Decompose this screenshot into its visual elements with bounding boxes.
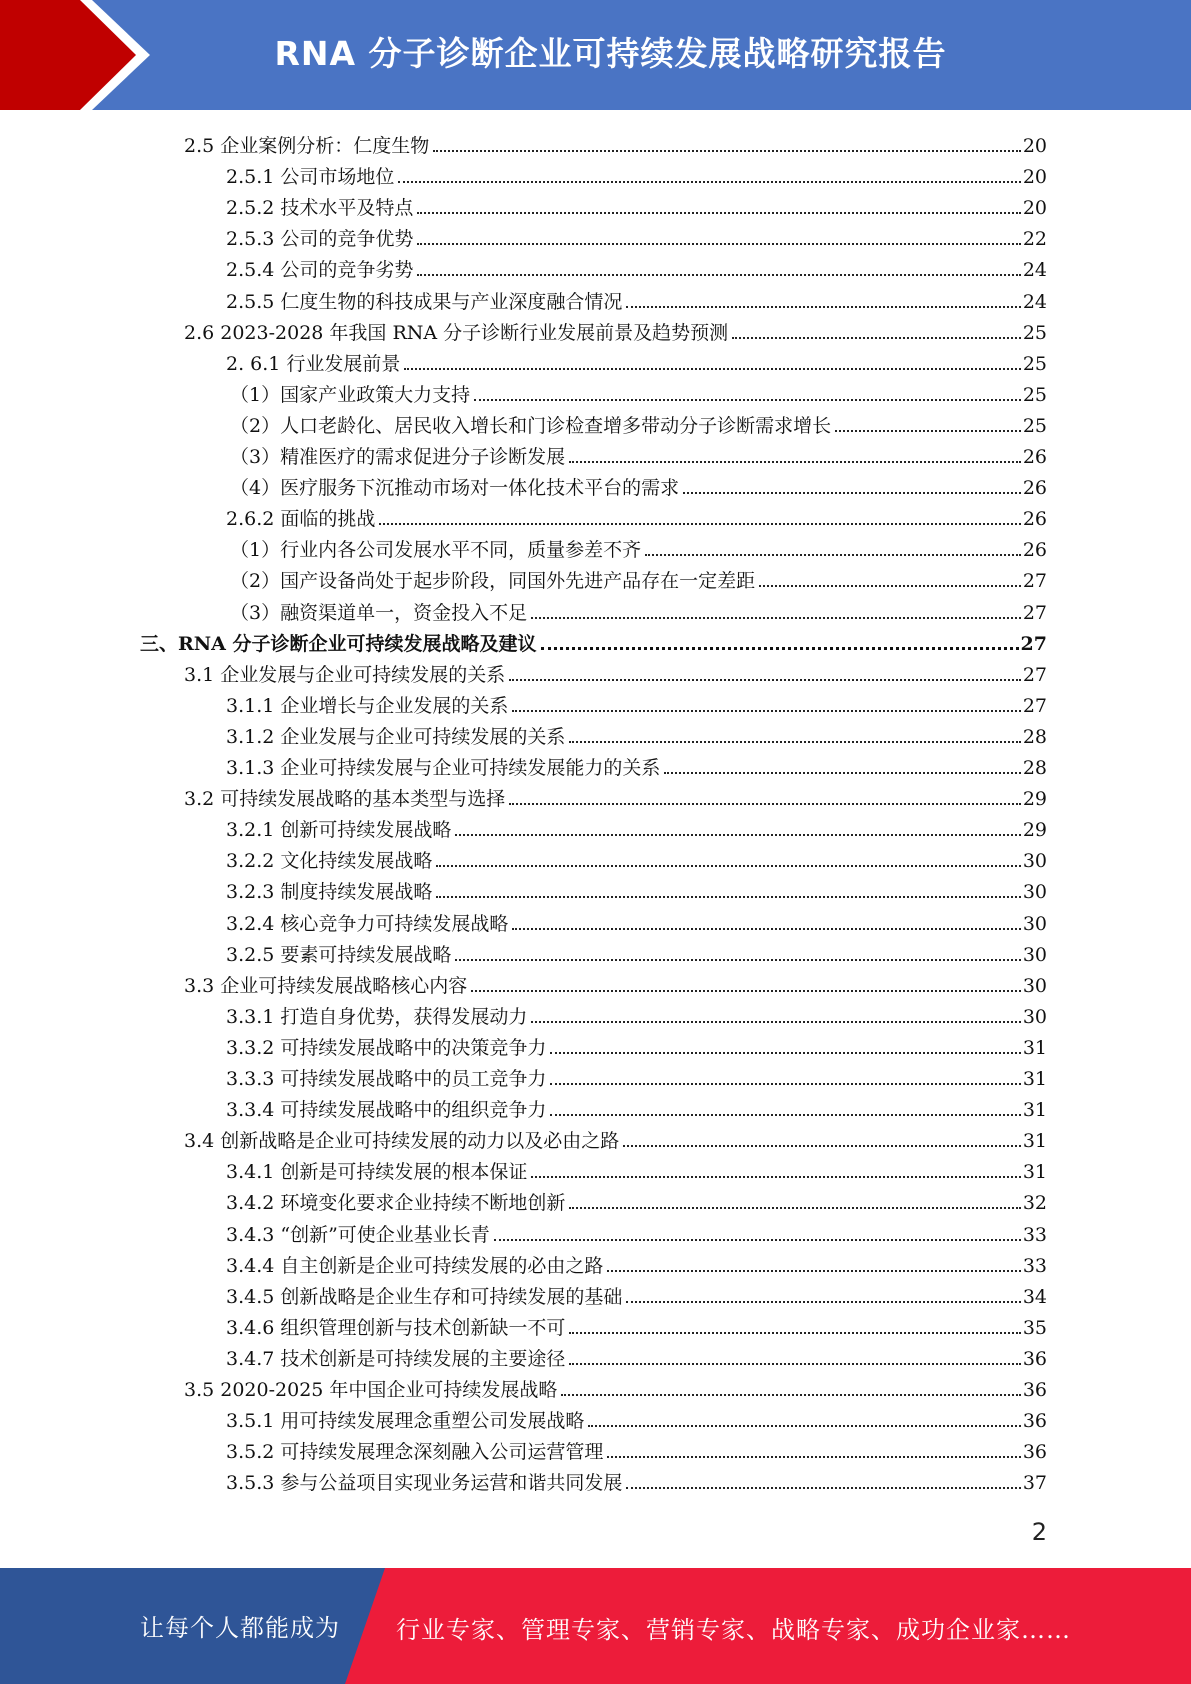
page-footer	[0, 1568, 1191, 1684]
toc-entry-page: 29	[1022, 819, 1047, 842]
toc-entry[interactable]	[226, 998, 1047, 1029]
toc-leader-dots	[607, 1456, 1020, 1458]
toc-entry-page: 27	[1020, 632, 1047, 655]
toc-entry-page: 30	[1022, 943, 1047, 966]
toc-leader-dots	[569, 461, 1021, 463]
toc-entry-title: 3.2.5 要素可持续发展战略	[226, 943, 452, 966]
toc-entry[interactable]	[226, 1029, 1047, 1060]
toc-entry[interactable]	[184, 780, 1047, 811]
toc-entry[interactable]	[226, 1278, 1047, 1309]
toc-entry[interactable]	[184, 1371, 1047, 1402]
toc-entry[interactable]	[226, 1247, 1047, 1278]
toc-entry-page: 27	[1022, 663, 1047, 686]
toc-entry[interactable]	[226, 749, 1047, 780]
toc-entry[interactable]	[184, 314, 1047, 345]
footer-slogan-right: 行业专家、管理专家、营销专家、战略专家、成功企业家……	[396, 1616, 1071, 1644]
footer-slogan-left: 让每个人都能成为	[140, 1614, 340, 1642]
toc-entry[interactable]	[226, 905, 1047, 936]
toc-entry[interactable]	[226, 345, 1047, 376]
toc-entry-title: 3.3.2 可持续发展战略中的决策竞争力	[226, 1036, 547, 1059]
toc-entry-title: 2.5.5 仁度生物的科技成果与产业深度融合情况	[226, 290, 623, 313]
toc-entry[interactable]	[226, 811, 1047, 842]
toc-leader-dots	[645, 554, 1021, 556]
toc-entry-title: 3.4 创新战略是企业可持续发展的动力以及必由之路	[184, 1130, 620, 1153]
toc-entry-title: 2.5.2 技术水平及特点	[226, 197, 414, 220]
toc-entry-page: 33	[1022, 1223, 1047, 1246]
toc-entry[interactable]	[226, 842, 1047, 873]
toc-entry-title: （3）精准医疗的需求促进分子诊断发展	[230, 446, 566, 468]
toc-leader-dots	[664, 772, 1020, 774]
toc-entry-page: 20	[1022, 197, 1047, 220]
toc-entry-page: 25	[1022, 383, 1047, 406]
toc-entry-title: 3.4.5 创新战略是企业生存和可持续发展的基础	[226, 1285, 623, 1308]
toc-leader-dots	[607, 1270, 1020, 1272]
toc-leader-dots	[417, 212, 1020, 214]
toc-entry-title: 3.2.2 文化持续发展战略	[226, 850, 433, 873]
toc-entry[interactable]	[226, 283, 1047, 314]
toc-leader-dots	[433, 150, 1021, 152]
toc-entry-title: 2.6 2023-2028 年我国 RNA 分子诊断行业发展前景及趋势预测	[184, 321, 729, 344]
toc-leader-dots	[626, 1301, 1020, 1303]
toc-entry-title: 3.4.3 “创新”可使企业基业长青	[226, 1223, 490, 1246]
toc-entry[interactable]	[226, 220, 1047, 251]
toc-entry-page: 26	[1022, 539, 1047, 562]
toc-entry[interactable]	[226, 1402, 1047, 1433]
toc-entry[interactable]	[226, 500, 1047, 531]
toc-leader-dots	[512, 710, 1020, 712]
toc-entry-title: 3.4.2 环境变化要求企业持续不断地创新	[226, 1192, 566, 1215]
toc-leader-dots	[455, 959, 1020, 961]
toc-leader-dots	[471, 990, 1021, 992]
toc-entry-title: （2）人口老龄化、居民收入增长和门诊检查增多带动分子诊断需求增长	[230, 414, 832, 437]
toc-entry-page: 33	[1022, 1254, 1047, 1277]
toc-entry[interactable]	[230, 438, 1047, 469]
toc-entry[interactable]	[226, 1060, 1047, 1091]
toc-entry-page: 25	[1022, 321, 1047, 344]
toc-entry-title: 3.3.4 可持续发展战略中的组织竞争力	[226, 1099, 547, 1122]
toc-entry-page: 30	[1022, 850, 1047, 873]
toc-leader-dots	[398, 181, 1020, 183]
toc-entry-page: 36	[1022, 1347, 1047, 1370]
toc-leader-dots	[569, 1207, 1020, 1209]
toc-leader-dots	[588, 1425, 1020, 1427]
toc-entry-page: 34	[1022, 1285, 1047, 1308]
toc-entry-title: 3.5.2 可持续发展理念深刻融入公司运营管理	[226, 1441, 604, 1464]
toc-entry-title: 2.5.1 公司市场地位	[226, 166, 395, 189]
toc-leader-dots	[436, 896, 1020, 898]
toc-entry-title: 3.1 企业发展与企业可持续发展的关系	[184, 663, 506, 686]
toc-leader-dots	[379, 523, 1020, 525]
toc-entry[interactable]	[226, 1184, 1047, 1215]
toc-entry-title: 3.3.1 打造自身优势，获得发展动力	[226, 1005, 528, 1028]
toc-entry[interactable]	[230, 469, 1047, 500]
toc-entry-title: 3.2 可持续发展战略的基本类型与选择	[184, 788, 506, 811]
toc-entry-page: 30	[1022, 912, 1047, 935]
toc-entry-title: 3.4.4 自主创新是企业可持续发展的必由之路	[226, 1254, 604, 1277]
toc-leader-dots	[550, 1052, 1020, 1054]
toc-entry-title: （2）国产设备尚处于起步阶段，同国外先进产品存在一定差距	[230, 570, 756, 593]
toc-entry-title: 3.5.1 用可持续发展理念重塑公司发展战略	[226, 1410, 585, 1433]
toc-leader-dots	[569, 1332, 1020, 1334]
toc-entry-page: 31	[1022, 1161, 1047, 1184]
toc-entry-page: 37	[1022, 1472, 1047, 1495]
toc-leader-dots	[561, 1394, 1020, 1396]
toc-leader-dots	[455, 834, 1020, 836]
toc-chapter-entry[interactable]	[140, 625, 1047, 656]
toc-entry[interactable]	[230, 531, 1047, 562]
toc-entry-title: 2.5.4 公司的竞争劣势	[226, 259, 414, 282]
toc-entry[interactable]	[226, 873, 1047, 904]
toc-entry[interactable]	[226, 1216, 1047, 1247]
toc-entry-title: 3.2.3 制度持续发展战略	[226, 881, 433, 904]
toc-entry-page: 30	[1022, 974, 1047, 997]
toc-entry-page: 30	[1022, 1005, 1047, 1028]
toc-entry[interactable]	[226, 1433, 1047, 1464]
toc-entry-page: 31	[1022, 1099, 1047, 1122]
page-number: 2	[1031, 1518, 1047, 1546]
toc-entry-page: 30	[1022, 881, 1047, 904]
toc-leader-dots	[550, 1083, 1020, 1085]
toc-leader-dots	[531, 617, 1021, 619]
toc-leader-dots	[550, 1114, 1020, 1116]
toc-entry-page: 35	[1022, 1316, 1047, 1339]
toc-entry[interactable]	[226, 251, 1047, 282]
toc-entry-title: （4）医疗服务下沉推动市场对一体化技术平台的需求	[230, 477, 680, 500]
toc-leader-dots	[494, 1239, 1021, 1241]
toc-leader-dots	[623, 1145, 1021, 1147]
toc-entry-page: 36	[1022, 1441, 1047, 1464]
toc-entry-page: 22	[1022, 228, 1047, 251]
toc-entry-title: 3.4.6 组织管理创新与技术创新缺一不可	[226, 1316, 566, 1339]
toc-entry-title: 2. 6.1 行业发展前景	[226, 352, 401, 375]
toc-entry-title: 3.1.1 企业增长与企业发展的关系	[226, 694, 509, 717]
toc-entry-page: 26	[1022, 446, 1047, 468]
toc-leader-dots	[417, 274, 1020, 276]
toc-leader-dots	[531, 1176, 1020, 1178]
toc-entry-page: 20	[1022, 166, 1047, 189]
toc-entry-title: 3.5 2020-2025 年中国企业可持续发展战略	[184, 1379, 558, 1401]
toc-entry-page: 32	[1022, 1192, 1047, 1215]
toc-entry-title: 3.1.2 企业发展与企业可持续发展的关系	[226, 725, 566, 748]
report-title: RNA 分子诊断企业可持续发展战略研究报告	[274, 34, 947, 73]
toc-entry[interactable]	[226, 158, 1047, 189]
toc-entry-title: （1）国家产业政策大力支持	[230, 383, 471, 406]
toc-entry[interactable]	[230, 407, 1047, 438]
toc-entry[interactable]	[184, 127, 1047, 158]
toc-entry-page: 24	[1022, 259, 1047, 282]
toc-leader-dots	[569, 1363, 1020, 1365]
toc-entry[interactable]	[226, 1309, 1047, 1340]
toc-entry[interactable]	[184, 656, 1047, 687]
toc-leader-dots	[474, 399, 1021, 401]
toc-entry[interactable]	[226, 718, 1047, 749]
toc-leader-dots	[626, 306, 1020, 308]
toc-entry-page: 25	[1022, 414, 1047, 437]
toc-entry[interactable]	[184, 967, 1047, 998]
toc-leader-dots	[759, 585, 1021, 587]
toc-entry-page: 27	[1022, 570, 1047, 593]
toc-entry[interactable]	[226, 1091, 1047, 1122]
toc-entry-title: 3.3.3 可持续发展战略中的员工竞争力	[226, 1068, 547, 1090]
toc-leader-dots	[569, 741, 1020, 743]
toc-entry-title: 3.1.3 企业可持续发展与企业可持续发展能力的关系	[226, 757, 661, 779]
toc-leader-dots	[683, 492, 1021, 494]
toc-entry-page: 26	[1022, 508, 1047, 531]
toc-leader-dots	[436, 865, 1020, 867]
toc-leader-dots	[835, 430, 1021, 432]
toc-entry-page: 36	[1022, 1410, 1047, 1433]
toc-entry-page: 27	[1022, 601, 1047, 624]
toc-entry-page: 29	[1022, 788, 1047, 811]
toc-entry-page: 28	[1022, 757, 1047, 779]
toc-leader-dots	[509, 803, 1021, 805]
toc-entry[interactable]	[226, 1464, 1047, 1495]
toc-entry-title: 三、RNA 分子诊断企业可持续发展战略及建议	[140, 632, 537, 655]
toc-entry-page: 26	[1022, 477, 1047, 500]
toc-entry-title: 3.4.1 创新是可持续发展的根本保证	[226, 1161, 528, 1184]
toc-entry[interactable]	[230, 376, 1047, 407]
toc-leader-dots	[404, 368, 1020, 370]
toc-entry-page: 31	[1022, 1130, 1047, 1153]
toc-entry-page: 27	[1022, 694, 1047, 717]
toc-entry[interactable]	[226, 1340, 1047, 1371]
toc-entry-page: 20	[1022, 135, 1047, 157]
toc-entry-title: 3.5.3 参与公益项目实现业务运营和谐共同发展	[226, 1472, 623, 1495]
toc-entry[interactable]	[226, 936, 1047, 967]
toc-leader-dots	[417, 243, 1020, 245]
toc-entry-title: 3.3 企业可持续发展战略核心内容	[184, 974, 468, 997]
toc-entry-page: 25	[1022, 352, 1047, 375]
toc-entry[interactable]	[184, 1122, 1047, 1153]
toc-entry-page: 36	[1022, 1379, 1047, 1401]
toc-entry-page: 31	[1022, 1036, 1047, 1059]
toc-entry-page: 28	[1022, 725, 1047, 748]
toc-entry-title: 3.2.4 核心竞争力可持续发展战略	[226, 912, 509, 935]
toc-leader-dots	[732, 337, 1021, 339]
page-header	[0, 0, 1191, 110]
toc-entry-title: 3.2.1 创新可持续发展战略	[226, 819, 452, 842]
toc-entry-title: 2.5.3 公司的竞争优势	[226, 228, 414, 251]
toc-entry[interactable]	[226, 1153, 1047, 1184]
toc-entry[interactable]	[226, 189, 1047, 220]
toc-leader-dots	[541, 647, 1019, 650]
toc-entry[interactable]	[230, 562, 1047, 593]
toc-leader-dots	[531, 1021, 1020, 1023]
toc-entry-page: 31	[1022, 1068, 1047, 1090]
toc-entry-page: 24	[1022, 290, 1047, 313]
toc-leader-dots	[509, 679, 1021, 681]
toc-entry-title: （3）融资渠道单一，资金投入不足	[230, 601, 528, 624]
toc-leader-dots	[512, 928, 1020, 930]
toc-leader-dots	[626, 1487, 1020, 1489]
toc-entry[interactable]	[230, 594, 1047, 625]
toc-entry-title: 3.4.7 技术创新是可持续发展的主要途径	[226, 1347, 566, 1370]
toc-entry-title: 2.6.2 面临的挑战	[226, 508, 376, 531]
toc-entry-title: 2.5 企业案例分析：仁度生物	[184, 135, 430, 157]
toc-entry-title: （1）行业内各公司发展水平不同，质量参差不齐	[230, 539, 642, 562]
toc-entry[interactable]	[226, 687, 1047, 718]
